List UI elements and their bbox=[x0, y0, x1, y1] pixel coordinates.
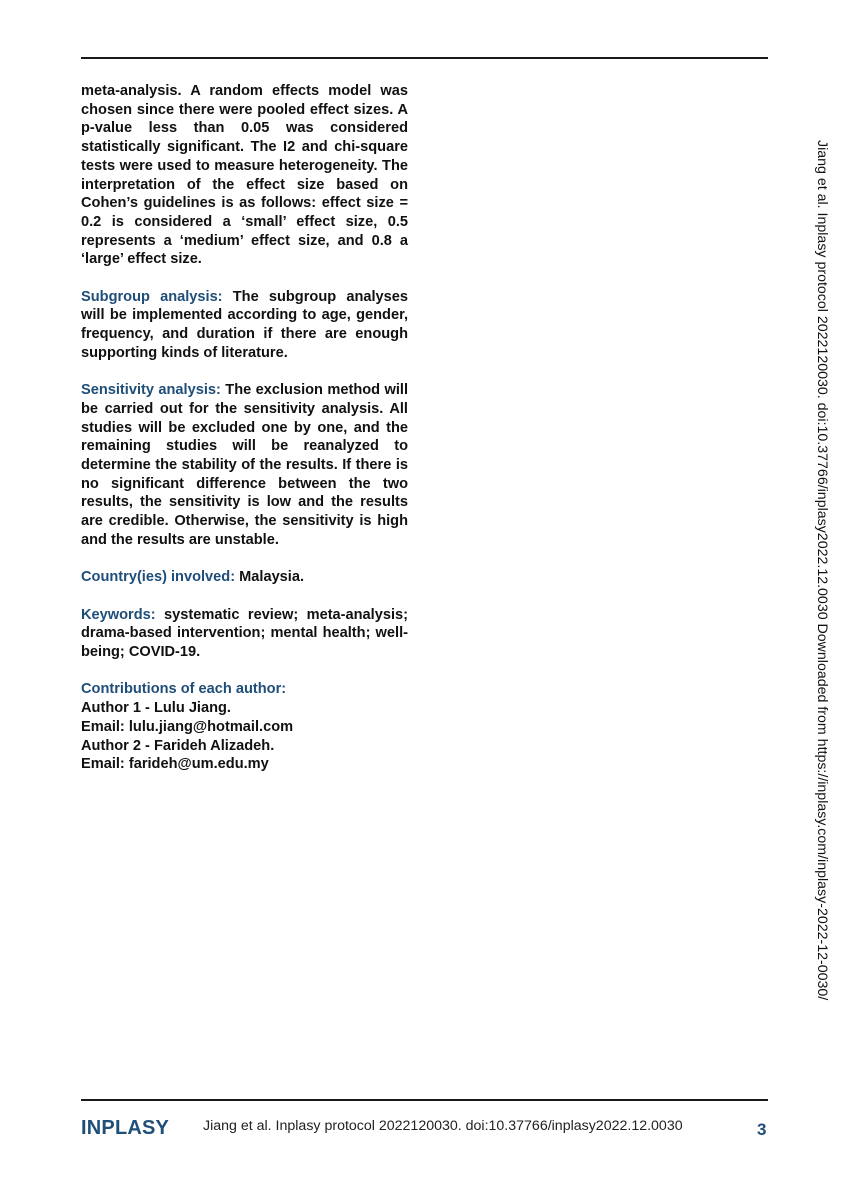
keywords-text: systematic review; meta-analysis; drama-based intervention; mental health; well-being; COVID-19. bbox=[81, 606, 408, 661]
author-1-email: Email: lulu.jiang@hotmail.com bbox=[81, 718, 294, 735]
keywords-heading: Keywords: bbox=[81, 606, 156, 623]
author-2-email: Email: farideh@um.edu.my bbox=[81, 756, 269, 773]
author-2-name: Author 2 - Farideh Alizadeh. bbox=[81, 737, 275, 754]
sensitivity-analysis-heading: Sensitivity analysis: bbox=[81, 382, 221, 399]
country-text: Malaysia. bbox=[239, 569, 305, 586]
contributions-heading: Contributions of each author: bbox=[81, 681, 287, 698]
subgroup-analysis-heading: Subgroup analysis: bbox=[81, 288, 223, 305]
country-heading: Country(ies) involved: bbox=[81, 569, 236, 586]
bottom-rule bbox=[81, 1099, 768, 1101]
country-paragraph bbox=[81, 568, 408, 587]
methods-continuation-text: meta-analysis. A random effects model was chosen since there were pooled effect sizes. A p-value less than 0.05 was considered statistically significant. The I2 and chi-square tests were used to measure heterogeneity. The interpretation of the effect size based on Cohen’s guidelines is as follows: effect size = 0.2 is considered a ‘small’ effect size, 0.5 represents a ‘medium’ effect size, and 0.8 a ‘large’ effect size. bbox=[81, 83, 408, 268]
top-rule bbox=[81, 57, 768, 59]
contributions-block bbox=[81, 680, 408, 774]
footer-citation: Jiang et al. Inplasy protocol 2022120030. doi:10.37766/inplasy2022.12.0030 bbox=[203, 1118, 683, 1134]
methods-continuation-paragraph bbox=[81, 82, 408, 269]
keywords-paragraph bbox=[81, 606, 408, 662]
page-number: 3 bbox=[757, 1120, 767, 1139]
sensitivity-analysis-paragraph bbox=[81, 381, 408, 549]
text-column bbox=[81, 82, 408, 793]
vertical-download-note: Jiang et al. Inplasy protocol 2022120030. doi:10.37766/inplasy2022.12.0030 Downloaded from https://inplasy.com/inplasy-2022-12-0030/ bbox=[814, 140, 830, 1001]
sensitivity-analysis-text: The exclusion method will be carried out for the sensitivity analysis. All studies will be excluded one by one, and the remaining studies will be reanalyzed to determine the stability of the results. If there is no significant difference between the two results, the sensitivity is low and the results are credible. Otherwise, the sensitivity is high and the results are unstable. bbox=[81, 382, 408, 548]
subgroup-analysis-text: The subgroup analyses will be implemented according to age, gender, frequency, and duration if there are enough supporting kinds of literature. bbox=[81, 288, 408, 361]
footer-brand-logo: INPLASY bbox=[81, 1117, 170, 1139]
author-1-name: Author 1 - Lulu Jiang. bbox=[81, 700, 231, 717]
subgroup-analysis-paragraph bbox=[81, 288, 408, 363]
